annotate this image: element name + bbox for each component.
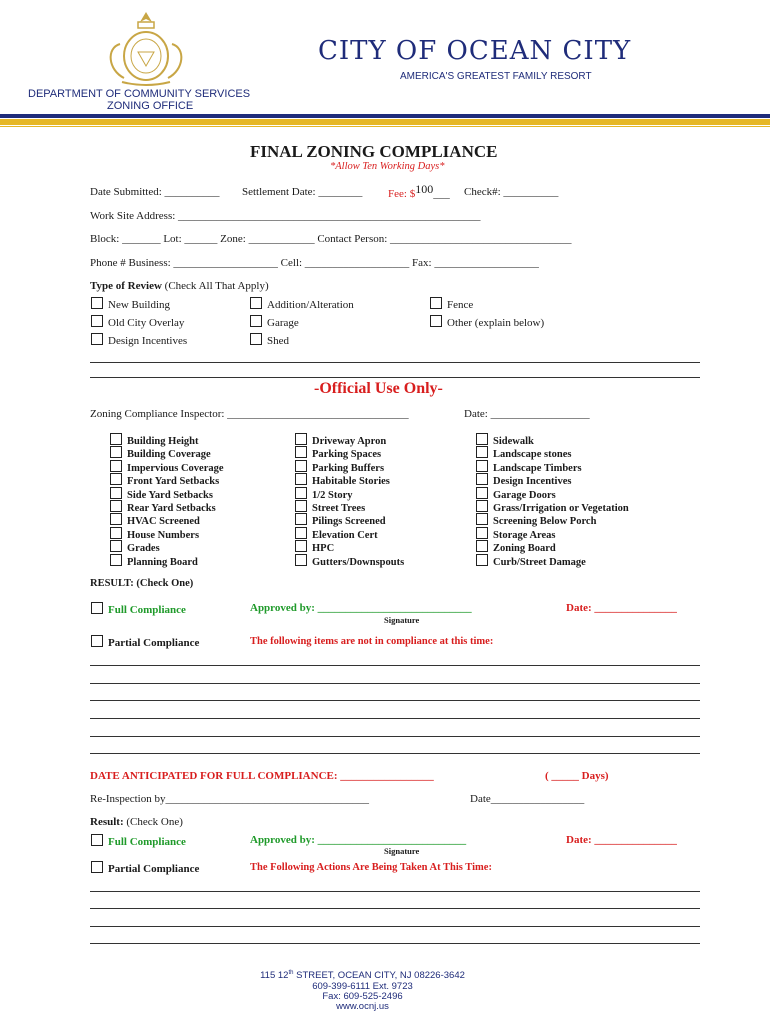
actions-notes-line[interactable] xyxy=(90,891,700,892)
full-compliance-option-2[interactable]: Full Compliance xyxy=(91,834,186,848)
checkbox[interactable] xyxy=(430,297,442,309)
explain-line[interactable] xyxy=(90,377,700,378)
compliance-notes-line[interactable] xyxy=(90,665,700,666)
checklist-item[interactable]: Impervious Coverage xyxy=(110,460,224,473)
reinspection-by-field[interactable]: Re-Inspection by_____________________________________ xyxy=(90,793,369,805)
city-seal-icon xyxy=(100,8,192,88)
checklist-item[interactable]: Screening Below Porch xyxy=(476,513,629,526)
result2-heading: Result: (Check One) xyxy=(90,816,183,828)
full-compliance-option[interactable]: Full Compliance xyxy=(91,602,186,616)
checklist-item[interactable]: Grades xyxy=(110,540,224,553)
phone-row-field[interactable]: Phone # Business: ___________________ Cell: ___________________ Fax: ___________________ xyxy=(90,257,539,269)
checklist-column-3 xyxy=(476,433,629,567)
checklist-item[interactable]: Habitable Stories xyxy=(295,473,404,486)
footer-phone: 609-399-6111 Ext. 9723 xyxy=(312,981,413,992)
date-submitted-field[interactable]: Date Submitted: __________ xyxy=(90,186,220,198)
header-stripe-gold xyxy=(0,119,770,125)
checklist-item[interactable]: 1/2 Story xyxy=(295,487,404,500)
days-field[interactable]: ( _____ Days) xyxy=(545,770,609,782)
review-option-fence[interactable]: Fence xyxy=(430,297,473,311)
inspector-date-field[interactable]: Date: __________________ xyxy=(464,408,590,420)
header-stripe-gold-thin xyxy=(0,126,770,127)
compliance-notes-line[interactable] xyxy=(90,700,700,701)
fee-label: Fee: $ xyxy=(388,188,416,200)
fee-blank: ___ xyxy=(433,188,450,200)
checklist-item[interactable]: Building Coverage xyxy=(110,446,224,459)
checkbox[interactable] xyxy=(430,315,442,327)
signature-label: Signature xyxy=(384,615,420,625)
actions-label: The Following Actions Are Being Taken At This Time: xyxy=(250,862,492,873)
fee-value: 100 xyxy=(415,182,434,196)
checklist-item[interactable]: Street Trees xyxy=(295,500,404,513)
checklist-item[interactable]: Pilings Screened xyxy=(295,513,404,526)
checklist-item[interactable]: Building Height xyxy=(110,433,224,446)
block-lot-zone-field[interactable]: Block: _______ Lot: ______ Zone: ____________ Contact Person: _________________________________ xyxy=(90,233,572,245)
not-in-compliance-label: The following items are not in compliance at this time: xyxy=(250,636,494,647)
checklist-item[interactable]: Parking Buffers xyxy=(295,460,404,473)
checklist-item[interactable]: Front Yard Setbacks xyxy=(110,473,224,486)
checklist-item[interactable]: Planning Board xyxy=(110,554,224,567)
checkbox[interactable] xyxy=(250,315,262,327)
settlement-date-field[interactable]: Settlement Date: ________ xyxy=(242,186,363,198)
official-use-heading: -Official Use Only- xyxy=(314,380,443,397)
inspector-field[interactable]: Zoning Compliance Inspector: _________________________________ xyxy=(90,408,409,420)
actions-notes-line[interactable] xyxy=(90,908,700,909)
checkbox[interactable] xyxy=(91,297,103,309)
compliance-notes-line[interactable] xyxy=(90,736,700,737)
checkbox[interactable] xyxy=(250,297,262,309)
actions-notes-line[interactable] xyxy=(90,926,700,927)
checklist-item[interactable]: Garage Doors xyxy=(476,487,629,500)
review-option-new-building[interactable]: New Building xyxy=(91,297,170,311)
checklist-item[interactable]: Elevation Cert xyxy=(295,527,404,540)
header-stripe-navy xyxy=(0,114,770,118)
compliance-notes-line[interactable] xyxy=(90,683,700,684)
checklist-column-2 xyxy=(295,433,404,567)
checklist-item[interactable]: Driveway Apron xyxy=(295,433,404,446)
checklist-item[interactable]: Sidewalk xyxy=(476,433,629,446)
footer-address: 115 12th STREET, OCEAN CITY, NJ 08226-3642 xyxy=(260,970,465,982)
checkbox[interactable] xyxy=(91,333,103,345)
checklist-item[interactable]: Rear Yard Setbacks xyxy=(110,500,224,513)
review-option-shed[interactable]: Shed xyxy=(250,333,289,347)
work-site-address-field[interactable]: Work Site Address: _______________________________________________________ xyxy=(90,210,481,222)
checklist-item[interactable]: House Numbers xyxy=(110,527,224,540)
checklist-item[interactable]: Landscape stones xyxy=(476,446,629,459)
explain-line[interactable] xyxy=(90,362,700,363)
checkbox[interactable] xyxy=(91,315,103,327)
checklist-item[interactable]: Landscape Timbers xyxy=(476,460,629,473)
office-name: ZONING OFFICE xyxy=(107,100,194,112)
checklist-item[interactable]: Design Incentives xyxy=(476,473,629,486)
review-option-other[interactable]: Other (explain below) xyxy=(430,315,544,329)
approved-by-field[interactable]: Approved by: ____________________________ xyxy=(250,602,472,614)
review-option-garage[interactable]: Garage xyxy=(250,315,299,329)
city-name: CITY OF OCEAN CITY xyxy=(318,36,632,66)
checkbox[interactable] xyxy=(250,333,262,345)
review-option-addition[interactable]: Addition/Alteration xyxy=(250,297,354,311)
checklist-item[interactable]: Gutters/Downspouts xyxy=(295,554,404,567)
approval-date-field[interactable]: Date: _______________ xyxy=(566,602,677,614)
checklist-item[interactable]: HVAC Screened xyxy=(110,513,224,526)
type-of-review-heading: Type of Review (Check All That Apply) xyxy=(90,280,269,292)
approved-by-field-2[interactable]: Approved by: ___________________________ xyxy=(250,834,467,846)
checklist-item[interactable]: Zoning Board xyxy=(476,540,629,553)
approval-date-field-2[interactable]: Date: _______________ xyxy=(566,834,677,846)
footer-website[interactable]: www.ocnj.us xyxy=(336,1001,389,1012)
actions-notes-line[interactable] xyxy=(90,943,700,944)
checklist-item[interactable]: Parking Spaces xyxy=(295,446,404,459)
checklist-item[interactable]: Side Yard Setbacks xyxy=(110,487,224,500)
compliance-notes-line[interactable] xyxy=(90,753,700,754)
form-subtitle: *Allow Ten Working Days* xyxy=(330,161,445,172)
partial-compliance-option-2[interactable]: Partial Compliance xyxy=(91,861,199,875)
checklist-item[interactable]: HPC xyxy=(295,540,404,553)
checklist-item[interactable]: Curb/Street Damage xyxy=(476,554,629,567)
review-option-old-city-overlay[interactable]: Old City Overlay xyxy=(91,315,184,329)
fee-field[interactable] xyxy=(388,182,450,201)
check-number-field[interactable]: Check#: __________ xyxy=(464,186,559,198)
review-option-design-incentives[interactable]: Design Incentives xyxy=(91,333,187,347)
compliance-notes-line[interactable] xyxy=(90,718,700,719)
anticipated-date-field[interactable]: DATE ANTICIPATED FOR FULL COMPLIANCE: _________________ xyxy=(90,770,434,782)
city-tagline: AMERICA'S GREATEST FAMILY RESORT xyxy=(400,71,592,82)
checklist-column-1 xyxy=(110,433,224,567)
reinspection-date-field[interactable]: Date_________________ xyxy=(470,793,585,805)
signature-label-2: Signature xyxy=(384,846,420,856)
partial-compliance-option[interactable]: Partial Compliance xyxy=(91,635,199,649)
checklist-item[interactable]: Grass/Irrigation or Vegetation xyxy=(476,500,629,513)
result-label: RESULT: (Check One) xyxy=(90,578,194,589)
department-name: DEPARTMENT OF COMMUNITY SERVICES xyxy=(28,88,251,100)
footer-fax: Fax: 609-525-2496 xyxy=(322,991,403,1002)
checklist-item[interactable]: Storage Areas xyxy=(476,527,629,540)
form-title: FINAL ZONING COMPLIANCE xyxy=(250,142,498,161)
